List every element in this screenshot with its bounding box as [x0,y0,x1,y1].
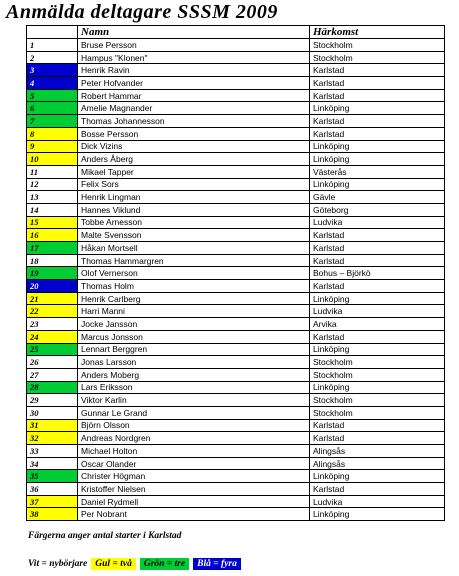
row-town: Karlstad [310,89,445,102]
row-name: Bruse Persson [78,39,310,52]
table-row [27,368,445,381]
table-row [27,445,445,458]
table-row [27,457,445,470]
legend-white: Vit = nybörjare [28,559,88,569]
row-name: Thomas Hammargren [78,254,310,267]
row-name: Bosse Persson [78,127,310,140]
legend-blue: Blå = fyra [193,558,241,570]
row-name: Daniel Rydmell [78,495,310,508]
table-header-row [27,26,445,39]
row-town: Linköping [310,140,445,153]
table-row [27,483,445,496]
row-town: Stockholm [310,406,445,419]
row-town: Linköping [310,381,445,394]
row-name: Felix Sors [78,178,310,191]
table-row [27,254,445,267]
row-town: Stockholm [310,51,445,64]
header-number [27,26,78,39]
row-name: Kristoffer Nielsen [78,483,310,496]
row-name: Christer Högman [78,470,310,483]
row-town: Karlstad [310,483,445,496]
row-town: Linköping [310,343,445,356]
row-number: 36 [27,483,78,496]
table-row [27,64,445,77]
row-town: Stockholm [310,368,445,381]
row-name: Henrik Carlberg [78,292,310,305]
row-number: 37 [27,495,78,508]
row-number: 24 [27,330,78,343]
table-row [27,508,445,521]
row-number: 3 [27,64,78,77]
table-row [27,203,445,216]
row-number: 22 [27,305,78,318]
row-name: Thomas Johannesson [78,115,310,128]
table-row [27,242,445,255]
row-town: Karlstad [310,77,445,90]
row-town: Västerås [310,165,445,178]
row-town: Karlstad [310,280,445,293]
row-town: Karlstad [310,242,445,255]
row-number: 6 [27,102,78,115]
row-town: Karlstad [310,127,445,140]
row-number: 18 [27,254,78,267]
row-name: Amelie Magnander [78,102,310,115]
table-row [27,229,445,242]
row-name: Håkan Mortsell [78,242,310,255]
table-row [27,39,445,52]
row-name: Michael Holton [78,445,310,458]
row-town: Stockholm [310,394,445,407]
table-row [27,394,445,407]
row-number: 28 [27,381,78,394]
row-name: Marcus Jonsson [78,330,310,343]
row-number: 30 [27,406,78,419]
row-name: Malte Svensson [78,229,310,242]
row-name: Tobbe Arnesson [78,216,310,229]
table-row [27,178,445,191]
row-name: Mikael Tapper [78,165,310,178]
row-name: Lars Eriksson [78,381,310,394]
row-name: Olof Vernerson [78,267,310,280]
header-town: Härkomst [310,26,445,39]
row-number: 29 [27,394,78,407]
table-row [27,51,445,64]
row-name: Robert Hammar [78,89,310,102]
table-row [27,191,445,204]
row-number: 31 [27,419,78,432]
legend-green: Grön = tre [140,558,189,570]
table-row [27,127,445,140]
row-name: Oscar Olander [78,457,310,470]
table-row [27,318,445,331]
row-number: 21 [27,292,78,305]
row-town: Linköping [310,470,445,483]
row-town: Ludvika [310,305,445,318]
row-name: Henrik Lingman [78,191,310,204]
table-row [27,280,445,293]
table-row [27,432,445,445]
header-name: Namn [78,26,310,39]
table-row [27,292,445,305]
row-number: 10 [27,153,78,166]
row-town: Karlstad [310,419,445,432]
row-town: Göteborg [310,203,445,216]
row-name: Hannes Viklund [78,203,310,216]
row-number: 9 [27,140,78,153]
row-name: Björn Olsson [78,419,310,432]
row-town: Alingsås [310,457,445,470]
table-row [27,343,445,356]
row-town: Ludvika [310,216,445,229]
row-number: 15 [27,216,78,229]
row-town: Stockholm [310,356,445,369]
row-number: 26 [27,356,78,369]
table-row [27,495,445,508]
row-town: Karlstad [310,115,445,128]
table-row [27,77,445,90]
row-number: 1 [27,39,78,52]
row-number: 4 [27,77,78,90]
row-town: Linköping [310,153,445,166]
table-row [27,102,445,115]
table-row [27,140,445,153]
row-name: Jocke Jansson [78,318,310,331]
table-row [27,330,445,343]
row-number: 13 [27,191,78,204]
row-town: Gävle [310,191,445,204]
row-name: Dick Vizins [78,140,310,153]
row-town: Karlstad [310,254,445,267]
row-number: 5 [27,89,78,102]
table-row [27,470,445,483]
row-number: 27 [27,368,78,381]
legend-yellow: Gul = två [91,558,136,570]
row-town: Linköping [310,292,445,305]
row-number: 34 [27,457,78,470]
row-name: Gunnar Le Grand [78,406,310,419]
table-row [27,419,445,432]
row-number: 38 [27,508,78,521]
row-number: 17 [27,242,78,255]
row-number: 2 [27,51,78,64]
row-number: 35 [27,470,78,483]
row-town: Karlstad [310,64,445,77]
row-name: Lennart Berggren [78,343,310,356]
row-town: Linköping [310,178,445,191]
participant-table [26,25,445,521]
row-number: 8 [27,127,78,140]
row-town: Ludvika [310,495,445,508]
table-row [27,115,445,128]
row-number: 12 [27,178,78,191]
row-number: 11 [27,165,78,178]
row-name: Anders Åberg [78,153,310,166]
row-name: Per Nobrant [78,508,310,521]
row-name: Peter Hofvander [78,77,310,90]
color-note: Färgerna anger antal starter i Karlstad [28,531,182,541]
table-row [27,305,445,318]
table-row [27,153,445,166]
row-number: 7 [27,115,78,128]
color-legend [28,558,241,570]
table-row [27,356,445,369]
table-row [27,89,445,102]
row-town: Stockholm [310,39,445,52]
row-number: 23 [27,318,78,331]
row-number: 33 [27,445,78,458]
table-row [27,381,445,394]
row-number: 32 [27,432,78,445]
row-town: Karlstad [310,229,445,242]
table-row [27,216,445,229]
row-number: 19 [27,267,78,280]
row-town: Linköping [310,508,445,521]
row-number: 16 [27,229,78,242]
row-name: Henrik Ravin [78,64,310,77]
row-town: Bohus – Björkö [310,267,445,280]
row-town: Linköping [310,102,445,115]
page-title: Anmälda deltagare SSSM 2009 [6,1,278,23]
row-town: Karlstad [310,432,445,445]
row-number: 20 [27,280,78,293]
row-name: Viktor Karlin [78,394,310,407]
row-name: Jonas Larsson [78,356,310,369]
row-name: Anders Moberg [78,368,310,381]
row-number: 14 [27,203,78,216]
row-name: Andreas Nordgren [78,432,310,445]
table-row [27,165,445,178]
table-row [27,406,445,419]
table-row [27,267,445,280]
row-name: Hampus "Klonen" [78,51,310,64]
row-town: Alingsås [310,445,445,458]
row-number: 25 [27,343,78,356]
row-name: Thomas Holm [78,280,310,293]
row-town: Arvika [310,318,445,331]
row-name: Harri Manni [78,305,310,318]
row-town: Karlstad [310,330,445,343]
